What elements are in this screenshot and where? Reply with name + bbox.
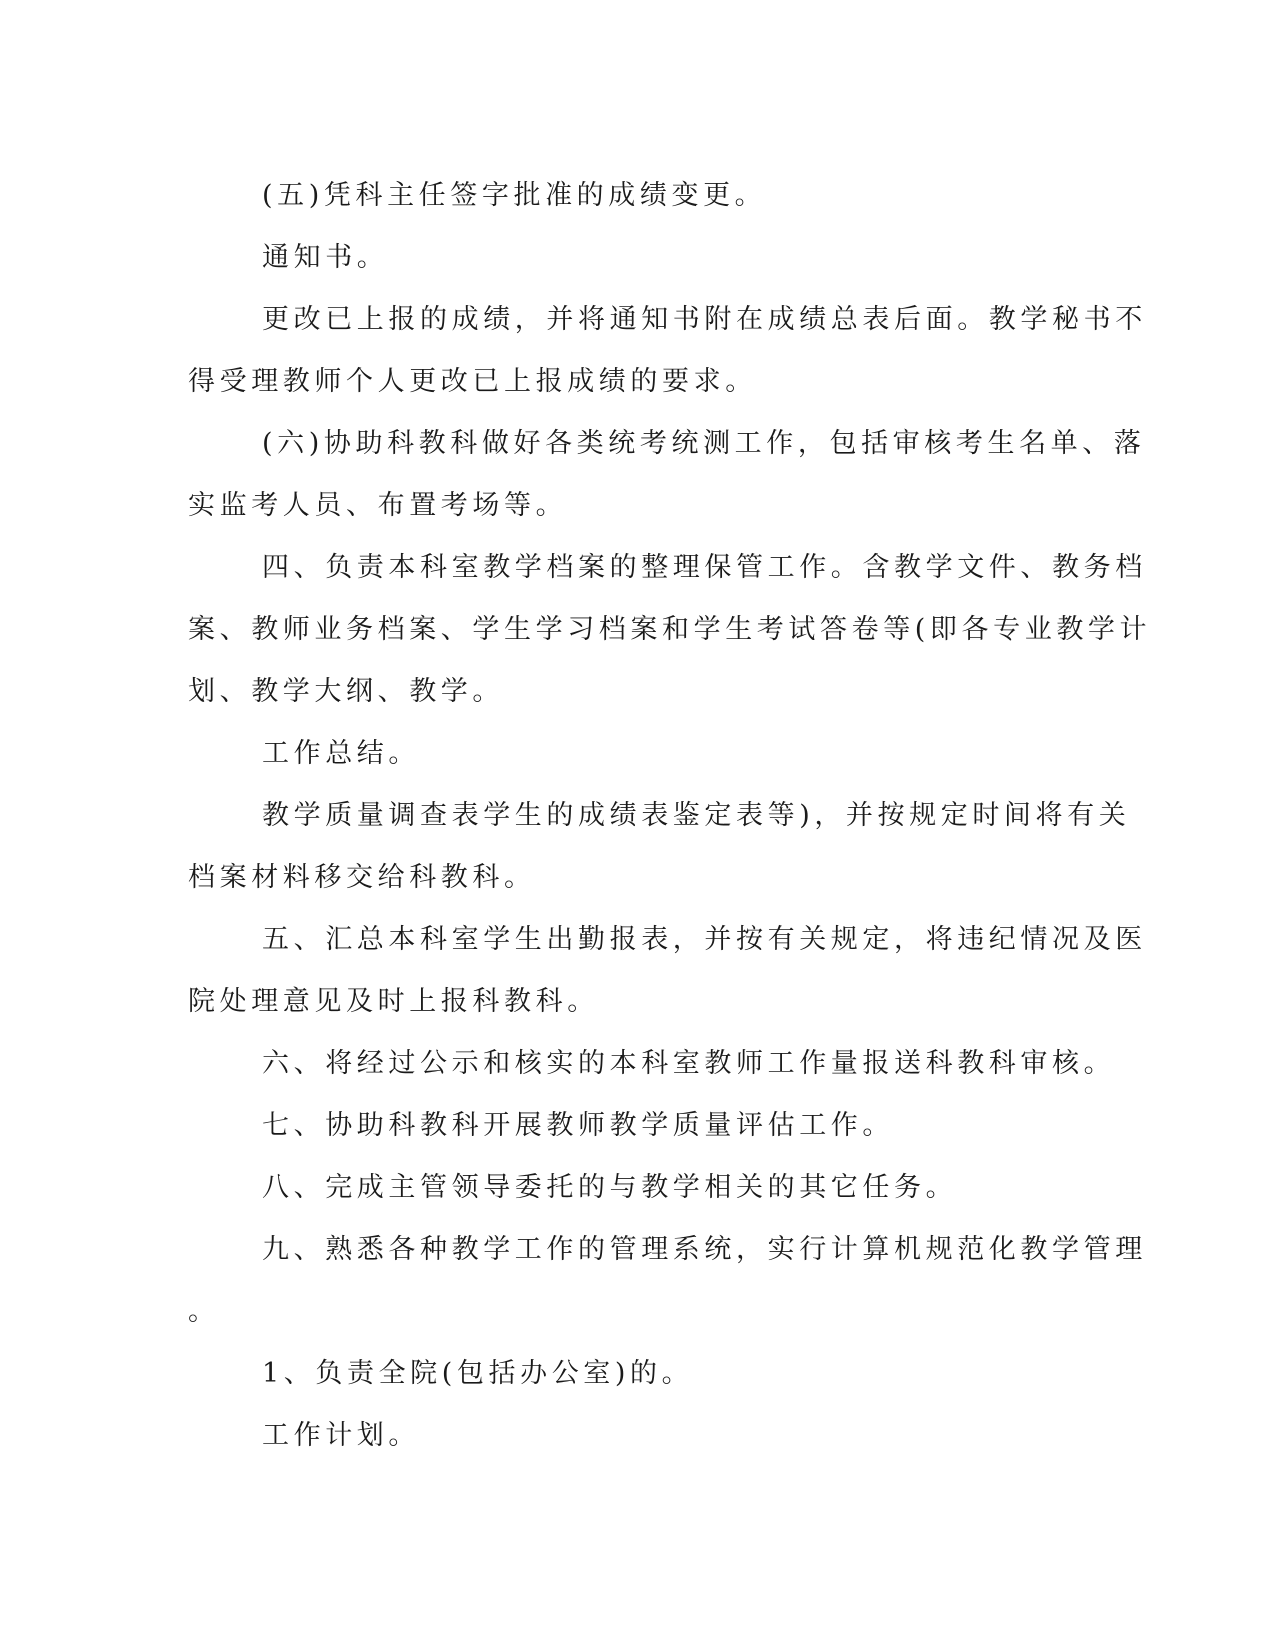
document-body [188, 165, 1152, 1467]
text-line: 五、汇总本科室学生出勤报表，并按有关规定，将违纪情况及医 [262, 924, 1147, 955]
text-line: 实监考人员、布置考场等。 [188, 490, 568, 521]
text-line: 。 [188, 1296, 220, 1327]
text-line: 九、熟悉各种教学工作的管理系统，实行计算机规范化教学管理 [262, 1234, 1147, 1265]
text-line: 七、协助科教科开展教师教学质量评估工作。 [262, 1110, 894, 1141]
text-line: 划、教学大纲、教学。 [188, 676, 504, 707]
text-line: (五)凭科主任签字批准的成绩变更。 [262, 180, 767, 211]
text-line: 工作总结。 [262, 738, 420, 769]
text-line: 1、负责全院(包括办公室)的。 [262, 1358, 694, 1389]
text-line: 四、负责本科室教学档案的整理保管工作。含教学文件、教务档 [262, 552, 1147, 583]
text-line: 六、将经过公示和核实的本科室教师工作量报送科教科审核。 [262, 1048, 1116, 1079]
text-line: 通知书。 [262, 242, 389, 273]
text-line: 得受理教师个人更改已上报成绩的要求。 [188, 366, 757, 397]
text-line: 院处理意见及时上报科教科。 [188, 986, 599, 1017]
text-line: 八、完成主管领导委托的与教学相关的其它任务。 [262, 1172, 958, 1203]
text-line: 案、教师业务档案、学生学习档案和学生考试答卷等(即各专业教学计 [188, 614, 1152, 645]
text-line: 教学质量调查表学生的成绩表鉴定表等)，并按规定时间将有关 [262, 800, 1131, 831]
text-line: 档案材料移交给科教科。 [188, 862, 536, 893]
text-line: 工作计划。 [262, 1420, 420, 1451]
text-line: 更改已上报的成绩，并将通知书附在成绩总表后面。教学秘书不 [262, 304, 1147, 335]
text-line: (六)协助科教科做好各类统考统测工作，包括审核考生名单、落 [262, 428, 1146, 459]
